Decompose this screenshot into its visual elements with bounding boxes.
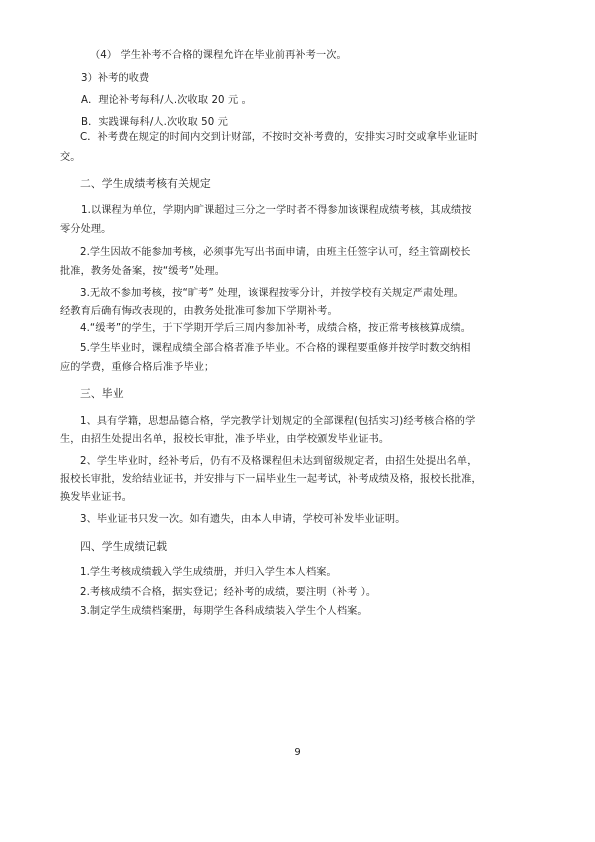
text-line: 3.制定学生成绩档案册，每期学生各科成绩装入学生个人档案。 (80, 606, 368, 617)
text-line: 应的学费，重修合格后准予毕业； (60, 362, 215, 373)
text-line: 零分处理。 (60, 224, 112, 235)
page-number: 9 (294, 747, 301, 758)
text-line: 3、毕业证书只发一次。如有遗失，由本人申请，学校可补发毕业证明。 (80, 514, 406, 525)
text-line: 3）补考的收费 (81, 73, 150, 84)
text-line: 2.考核成绩不合格，据实登记；经补考的成绩，要注明（补考 ）。 (80, 587, 377, 598)
text-line: 报校长审批，发给结业证书，并安排与下一届毕业生一起考试，补考成绩及格，报校长批准， (60, 474, 482, 485)
text-line: 换发毕业证书。 (60, 492, 133, 503)
text-line: 1.学生考核成绩载入学生成绩册，并归入学生本人档案。 (80, 567, 337, 578)
section-heading: 四、学生成绩记载 (80, 540, 168, 553)
section-heading: 三、毕业 (80, 387, 124, 400)
text-line: 经教育后确有悔改表现的，由教务处批准可参加下学期补考。 (60, 306, 338, 317)
text-line: （4） 学生补考不合格的课程允许在毕业前再补考一次。 (90, 50, 347, 61)
text-line: 交。 (60, 152, 81, 163)
text-line: 5.学生毕业时，课程成绩全部合格者准予毕业。不合格的课程要重修并按学时数交纳相 (80, 343, 471, 354)
text-line: 1、具有学籍，思想品德合格，学完教学计划规定的全部课程(包括实习)经考核合格的学 (80, 416, 476, 427)
text-line: 2.学生因故不能参加考核，必须事先写出书面申请，由班主任签字认可，经主管副校长 (80, 247, 471, 258)
text-line: C．补考费在规定的时间内交到计财部，不按时交补考费的，安排实习时交或拿毕业证时 (80, 132, 479, 143)
text-line: 生，由招生处提出名单，报校长审批，准予毕业，由学校颁发毕业证书。 (60, 434, 390, 445)
text-line: 批准，教务处备案，按“缓考”处理。 (60, 266, 226, 277)
text-line: 1.以课程为单位，学期内旷课超过三分之一学时者不得参加该课程成绩考核，其成绩按 (81, 205, 472, 216)
text-line: A．理论补考每科/人.次收取 20 元 。 (81, 95, 252, 106)
section-heading: 二、学生成绩考核有关规定 (80, 177, 211, 190)
text-line: 2、学生毕业时，经补考后，仍有不及格课程但未达到留级规定者，由招生处提出名单， (80, 456, 478, 467)
text-line: 4.“缓考”的学生，于下学期开学后三周内参加补考，成绩合格，按正常考核核算成绩。 (80, 323, 472, 334)
text-line: B．实践课每科/人.次收取 50 元 (81, 117, 228, 128)
text-line: 3.无故不参加考核，按“旷考” 处理，该课程按零分计，并按学校有关规定严肃处理。 (80, 288, 465, 299)
